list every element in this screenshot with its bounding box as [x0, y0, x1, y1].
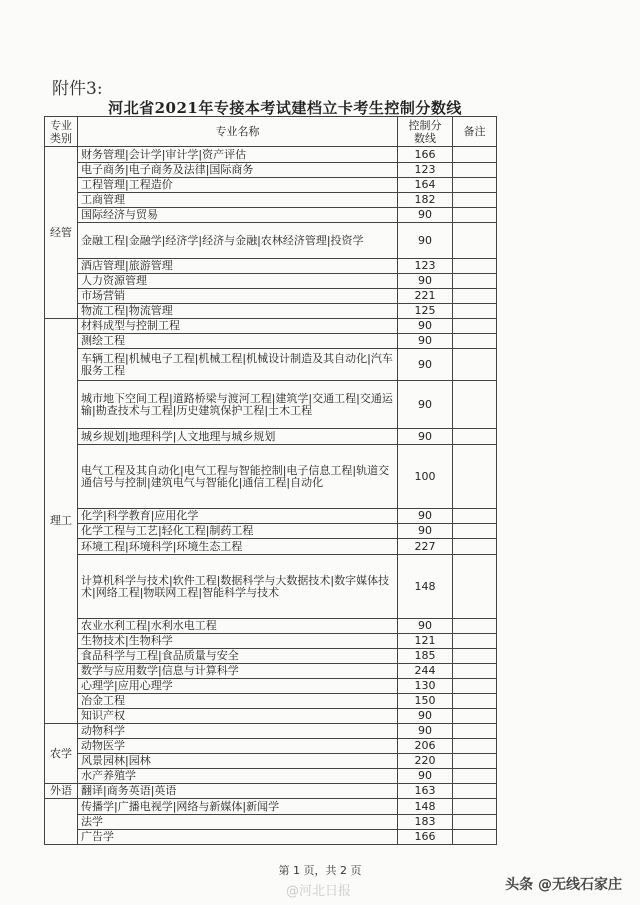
table-row	[45, 274, 497, 289]
note-cell	[453, 289, 497, 304]
score-cell: 185	[398, 649, 453, 664]
note-cell	[453, 147, 497, 163]
table-row	[45, 223, 497, 259]
note-cell	[453, 193, 497, 208]
note-cell	[453, 178, 497, 193]
score-cell: 183	[398, 815, 453, 830]
major-name-cell: 环境工程|环境科学|环境生态工程	[78, 539, 398, 555]
major-name-cell: 化学工程与工艺|轻化工程|制药工程	[78, 524, 398, 539]
major-name-cell: 电子商务|电子商务及法律|国际商务	[78, 163, 398, 178]
note-cell	[453, 649, 497, 664]
table-row	[45, 208, 497, 223]
major-name-cell: 冶金工程	[78, 694, 398, 709]
note-cell	[453, 223, 497, 259]
note-cell	[453, 619, 497, 634]
table-row	[45, 634, 497, 649]
major-name-cell: 人力资源管理	[78, 274, 398, 289]
header-note: 备注	[453, 117, 497, 147]
note-cell	[453, 319, 497, 334]
major-name-cell: 动物科学	[78, 724, 398, 739]
major-name-cell: 计算机科学与技术|软件工程|数据科学与大数据技术|数字媒体技术|网络工程|物联网工程|智能科学与技术	[78, 555, 398, 619]
major-name-cell: 材料成型与控制工程	[78, 319, 398, 334]
score-cell: 121	[398, 634, 453, 649]
major-name-cell: 市场营销	[78, 289, 398, 304]
page-footer: 第 1 页，共 2 页	[278, 864, 362, 877]
category-cell: 理工	[45, 319, 78, 724]
table-row	[45, 664, 497, 679]
header-category: 专业 类别	[45, 117, 78, 147]
score-cell: 130	[398, 679, 453, 694]
score-cell: 90	[398, 524, 453, 539]
score-cell: 148	[398, 555, 453, 619]
major-name-cell: 测绘工程	[78, 334, 398, 349]
note-cell	[453, 539, 497, 555]
table-row	[45, 147, 497, 163]
category-cell: 经管	[45, 147, 78, 319]
major-name-cell: 数学与应用数学|信息与计算科学	[78, 664, 398, 679]
table-row	[45, 429, 497, 445]
note-cell	[453, 664, 497, 679]
note-cell	[453, 429, 497, 445]
table-row	[45, 815, 497, 830]
table-row	[45, 679, 497, 694]
note-cell	[453, 739, 497, 754]
note-cell	[453, 163, 497, 178]
note-cell	[453, 381, 497, 429]
score-cell: 166	[398, 147, 453, 163]
score-cell: 166	[398, 830, 453, 845]
note-cell	[453, 634, 497, 649]
table-row	[45, 619, 497, 634]
score-cell: 90	[398, 381, 453, 429]
note-cell	[453, 349, 497, 381]
score-table	[44, 116, 497, 845]
score-cell: 125	[398, 304, 453, 319]
table-row	[45, 259, 497, 274]
note-cell	[453, 274, 497, 289]
score-cell: 90	[398, 429, 453, 445]
table-row	[45, 334, 497, 349]
table-row	[45, 694, 497, 709]
note-cell	[453, 754, 497, 769]
table-row	[45, 709, 497, 724]
category-cell	[45, 799, 78, 845]
score-cell: 206	[398, 739, 453, 754]
major-name-cell: 车辆工程|机械电子工程|机械工程|机械设计制造及其自动化|汽车服务工程	[78, 349, 398, 381]
table-row	[45, 799, 497, 815]
watermark-right: 头条 @无线石家庄	[505, 877, 622, 893]
note-cell	[453, 815, 497, 830]
note-cell	[453, 830, 497, 845]
major-name-cell: 食品科学与工程|食品质量与安全	[78, 649, 398, 664]
score-cell: 163	[398, 784, 453, 799]
table-row	[45, 178, 497, 193]
major-name-cell: 工程管理|工程造价	[78, 178, 398, 193]
table-row	[45, 769, 497, 784]
category-cell: 农学	[45, 724, 78, 784]
category-cell: 外语	[45, 784, 78, 799]
major-name-cell: 动物医学	[78, 739, 398, 754]
score-cell: 90	[398, 724, 453, 739]
table-row	[45, 784, 497, 799]
score-cell: 90	[398, 208, 453, 223]
note-cell	[453, 694, 497, 709]
score-cell: 123	[398, 259, 453, 274]
major-name-cell: 心理学|应用心理学	[78, 679, 398, 694]
major-name-cell: 知识产权	[78, 709, 398, 724]
note-cell	[453, 724, 497, 739]
major-name-cell: 农业水利工程|水利水电工程	[78, 619, 398, 634]
note-cell	[453, 208, 497, 223]
score-cell: 90	[398, 319, 453, 334]
score-cell: 164	[398, 178, 453, 193]
note-cell	[453, 799, 497, 815]
major-name-cell: 财务管理|会计学|审计学|资产评估	[78, 147, 398, 163]
table-row	[45, 289, 497, 304]
table-row	[45, 524, 497, 539]
score-cell: 148	[398, 799, 453, 815]
note-cell	[453, 445, 497, 509]
major-name-cell: 工商管理	[78, 193, 398, 208]
table-row	[45, 509, 497, 524]
table-row	[45, 539, 497, 555]
table-row	[45, 649, 497, 664]
note-cell	[453, 709, 497, 724]
major-name-cell: 风景园林|园林	[78, 754, 398, 769]
major-name-cell: 国际经济与贸易	[78, 208, 398, 223]
document-title: 河北省2021年专接本考试建档立卡考生控制分数线	[108, 99, 462, 117]
major-name-cell: 化学|科学教育|应用化学	[78, 509, 398, 524]
note-cell	[453, 304, 497, 319]
table-row	[45, 739, 497, 754]
note-cell	[453, 259, 497, 274]
score-cell: 150	[398, 694, 453, 709]
attachment-label: 附件3:	[52, 79, 103, 99]
table-row	[45, 830, 497, 845]
table-row	[45, 724, 497, 739]
table-row	[45, 163, 497, 178]
note-cell	[453, 524, 497, 539]
major-name-cell: 翻译|商务英语|英语	[78, 784, 398, 799]
major-name-cell: 广告学	[78, 830, 398, 845]
score-cell: 123	[398, 163, 453, 178]
table-row	[45, 319, 497, 334]
watermark-center: @河北日报	[286, 884, 352, 899]
note-cell	[453, 769, 497, 784]
score-cell: 90	[398, 349, 453, 381]
major-name-cell: 物流工程|物流管理	[78, 304, 398, 319]
score-cell: 182	[398, 193, 453, 208]
score-cell: 244	[398, 664, 453, 679]
score-cell: 90	[398, 274, 453, 289]
major-name-cell: 水产养殖学	[78, 769, 398, 784]
table-row	[45, 555, 497, 619]
note-cell	[453, 509, 497, 524]
score-cell: 220	[398, 754, 453, 769]
table-row	[45, 381, 497, 429]
note-cell	[453, 555, 497, 619]
score-cell: 90	[398, 619, 453, 634]
table-row	[45, 445, 497, 509]
score-cell: 221	[398, 289, 453, 304]
major-name-cell: 法学	[78, 815, 398, 830]
major-name-cell: 城乡规划|地理科学|人文地理与城乡规划	[78, 429, 398, 445]
major-name-cell: 城市地下空间工程|道路桥梁与渡河工程|建筑学|交通工程|交通运输|勘查技术与工程|历史建筑保护工程|土木工程	[78, 381, 398, 429]
score-cell: 227	[398, 539, 453, 555]
table-row	[45, 304, 497, 319]
score-cell: 100	[398, 445, 453, 509]
score-cell: 90	[398, 334, 453, 349]
score-cell: 90	[398, 769, 453, 784]
header-major: 专业名称	[78, 117, 398, 147]
table-row	[45, 349, 497, 381]
table-header-row	[45, 117, 497, 147]
major-name-cell: 酒店管理|旅游管理	[78, 259, 398, 274]
major-name-cell: 电气工程及其自动化|电气工程与智能控制|电子信息工程|轨道交通信号与控制|建筑电气与智能化|通信工程|自动化	[78, 445, 398, 509]
header-score: 控制分 数线	[398, 117, 453, 147]
major-name-cell: 金融工程|金融学|经济学|经济与金融|农林经济管理|投资学	[78, 223, 398, 259]
note-cell	[453, 679, 497, 694]
note-cell	[453, 784, 497, 799]
table-row	[45, 193, 497, 208]
score-cell: 90	[398, 509, 453, 524]
score-cell: 90	[398, 709, 453, 724]
table-row	[45, 754, 497, 769]
note-cell	[453, 334, 497, 349]
score-cell: 90	[398, 223, 453, 259]
major-name-cell: 生物技术|生物科学	[78, 634, 398, 649]
major-name-cell: 传播学|广播电视学|网络与新媒体|新闻学	[78, 799, 398, 815]
